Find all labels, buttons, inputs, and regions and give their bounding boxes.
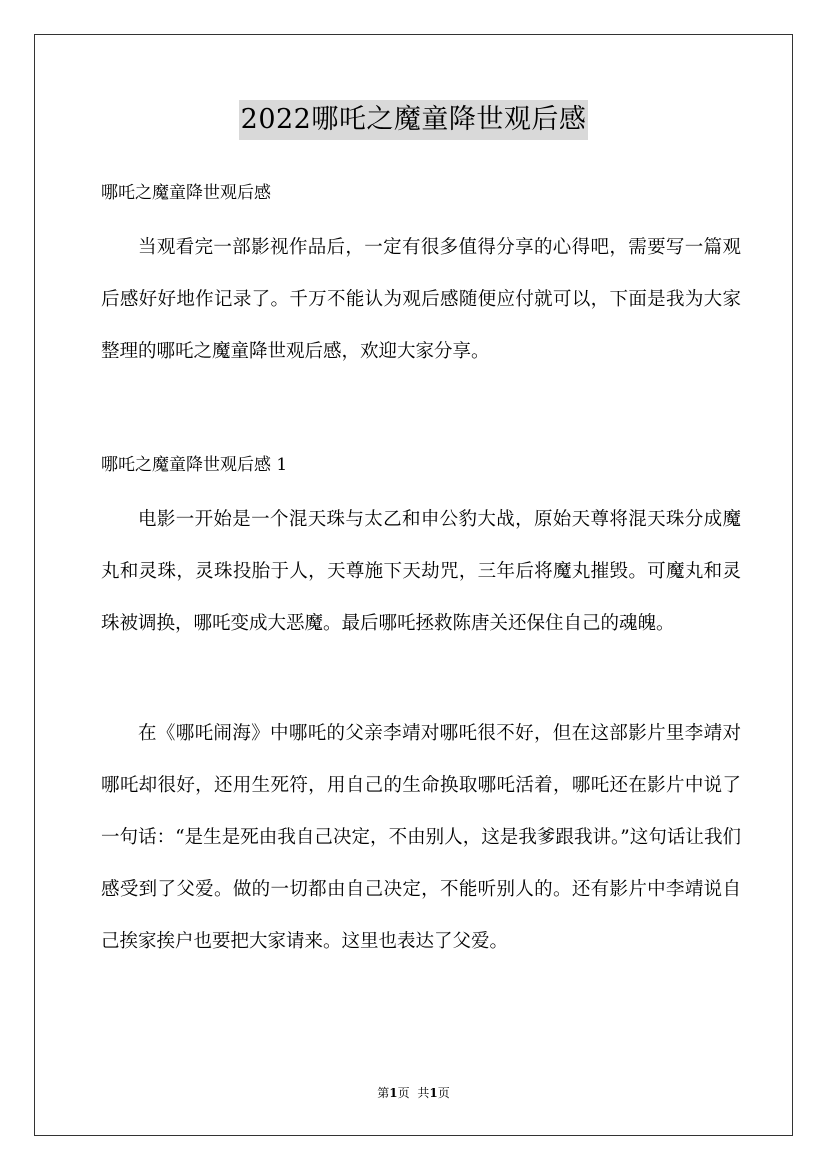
total-suffix: 页 (437, 1086, 450, 1100)
page-footer (0, 1085, 827, 1101)
section1-paragraph-2: 在《哪吒闹海》中哪吒的父亲李靖对哪吒很不好，但在这部影片里李靖对哪吒却很好，还用生死符，用自己的生命换取哪吒活着，哪吒还在影片中说了一句话：“是生是死由我自己决定，不由别人，这是我爹跟我讲。”这句话让我们感受到了父爱。做的一切都由自己决定，不能听别人的。还有影片中李靖说自己挨家挨户也要把大家请来。这里也表达了父爱。 (101, 723, 741, 952)
total-pages: 1 (429, 1086, 438, 1100)
section1-paragraph-1: 电影一开始是一个混天珠与太乙和申公豹大战，原始天尊将混天珠分成魔丸和灵珠，灵珠投胎于人，天尊施下天劫咒，三年后将魔丸摧毁。可魔丸和灵珠被调换，哪吒变成大恶魔。最后哪吒拯救陈唐关还保住自己的魂魄。 (101, 509, 741, 634)
page-suffix: 页 (397, 1086, 410, 1100)
page-prefix: 第 (377, 1086, 390, 1100)
document-title: 2022哪吒之魔童降世观后感 (239, 100, 589, 140)
section-heading-1: 哪吒之魔童降世观后感 1 (101, 455, 288, 475)
title-container (0, 100, 827, 140)
intro-paragraph: 当观看完一部影视作品后，一定有很多值得分享的心得吧，需要写一篇观后感好好地作记录了。千万不能认为观后感随便应付就可以，下面是我为大家整理的哪吒之魔童降世观后感，欢迎大家分享。 (101, 237, 741, 362)
document-subtitle: 哪吒之魔童降世观后感 (101, 183, 271, 203)
page-number: 1 (389, 1086, 398, 1100)
total-prefix: 共 (417, 1086, 430, 1100)
